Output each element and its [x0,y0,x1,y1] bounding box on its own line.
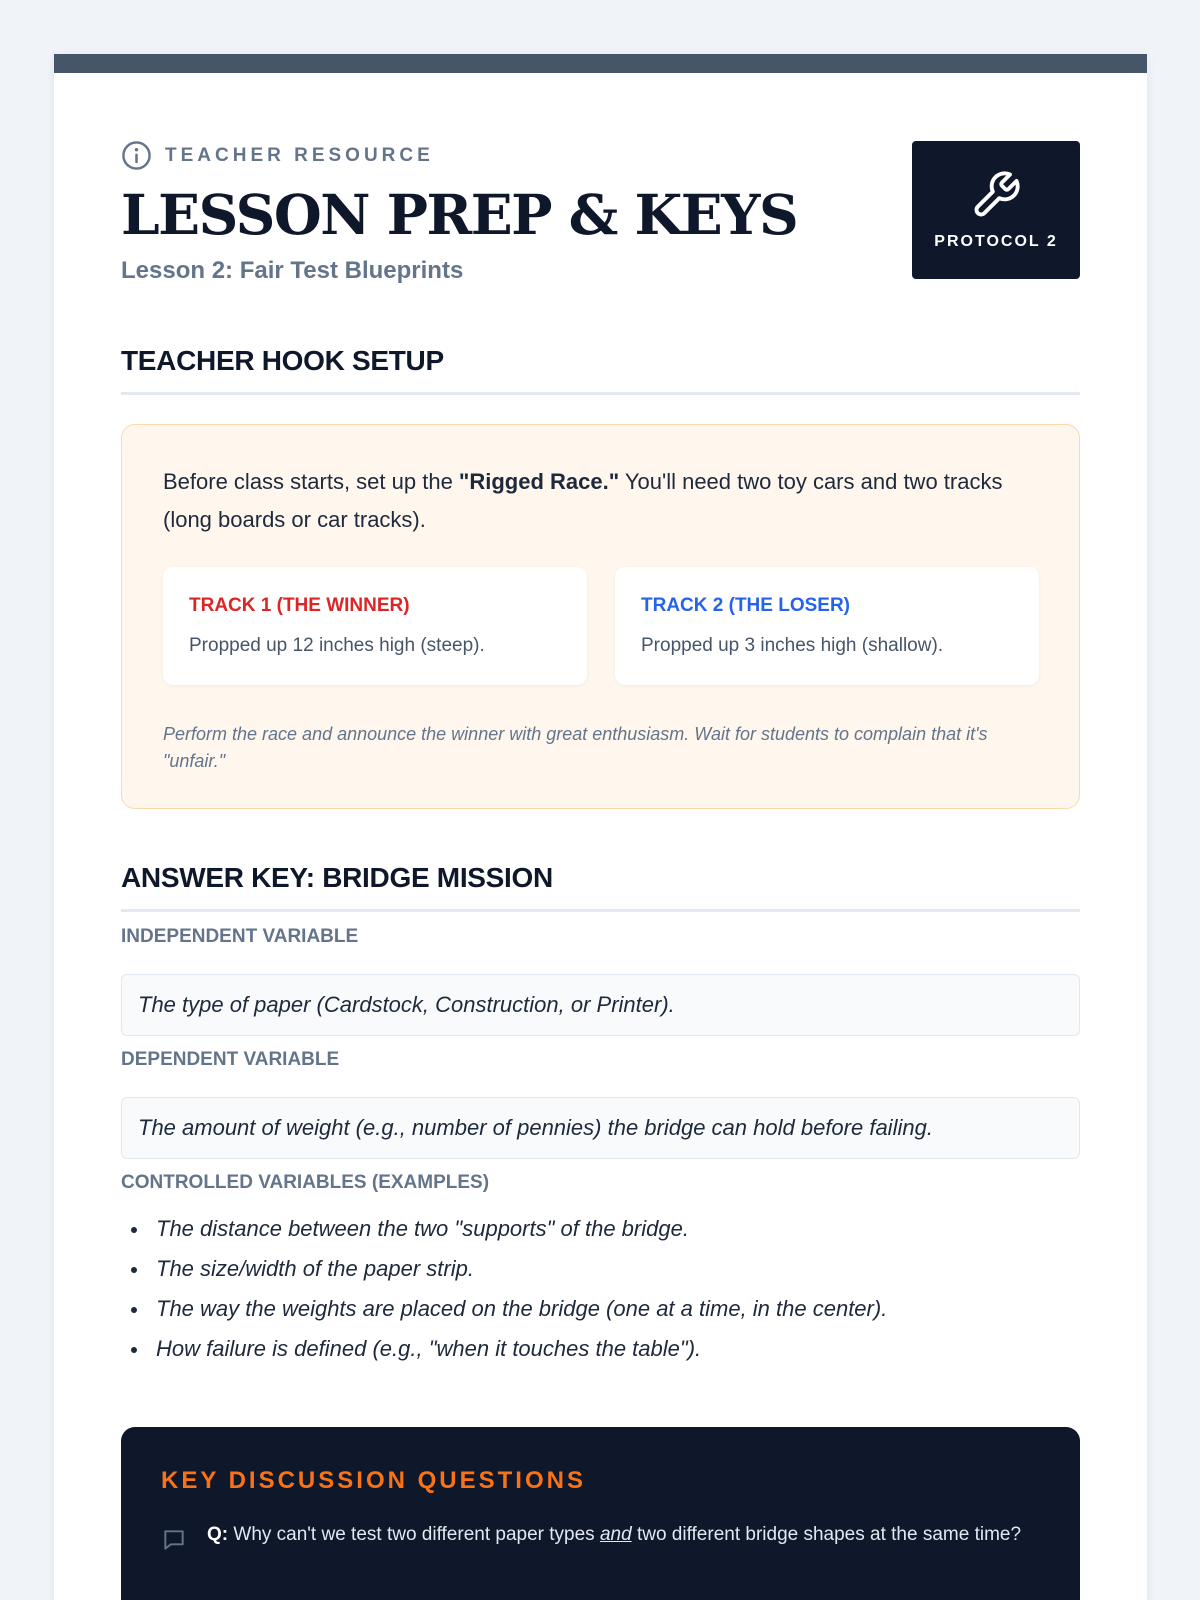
protocol-label: PROTOCOL 2 [934,233,1058,250]
discussion-title: KEY DISCUSSION QUESTIONS [161,1467,586,1494]
hook-note: Perform the race and announce the winner with great enthusiasm. Wait for students to complain that it's "unfair." [163,724,988,771]
list-item: The distance between the two "supports" of the bridge. [121,1209,887,1249]
question-prefix: Q: [207,1524,229,1545]
dependent-variable-label: DEPENDENT VARIABLE [121,1049,340,1070]
controlled-variables-list [121,1209,887,1369]
info-icon [121,140,152,171]
list-item: The size/width of the paper strip. [121,1249,887,1289]
answer-key-title: ANSWER KEY: BRIDGE MISSION [121,862,553,893]
dependent-variable-answer: The amount of weight (e.g., number of pennies) the bridge can hold before failing. [121,1097,1080,1159]
track-1-card [163,567,587,685]
independent-variable-answer: The type of paper (Cardstock, Construction, or Printer). [121,974,1080,1036]
track-1-title: TRACK 1 (THE WINNER) [189,595,410,616]
eyebrow [121,140,434,171]
track-2-title: TRACK 2 (THE LOSER) [641,595,850,616]
lesson-subtitle: Lesson 2: Fair Test Blueprints [121,257,464,284]
hook-intro-end: You'll need two toy cars and two tracks (long boards or car tracks). [163,469,1003,532]
question-emphasis: and [599,1524,632,1545]
hook-intro [163,463,1043,539]
question-end: two different bridge shapes at the same time? [631,1524,1022,1545]
wrench-icon [970,169,1022,221]
track-1-description: Propped up 12 inches high (steep). [189,635,485,656]
question-start: Why can't we test two different paper types [228,1524,600,1545]
independent-variable-label: INDEPENDENT VARIABLE [121,926,359,947]
speech-bubble-icon [161,1527,187,1553]
list-item: The way the weights are placed on the bridge (one at a time, in the center). [121,1289,887,1329]
hook-intro-start: Before class starts, set up the [163,469,459,494]
track-2-card [615,567,1039,685]
discussion-question [161,1519,1041,1553]
list-item: How failure is defined (e.g., "when it touches the table"). [121,1329,887,1369]
hook-callout [121,424,1080,809]
lesson-sheet [54,54,1147,1600]
controlled-variables-label: CONTROLLED VARIABLES (EXAMPLES) [121,1172,490,1193]
track-2-description: Propped up 3 inches high (shallow). [641,635,944,656]
protocol-badge [912,141,1080,279]
eyebrow-label: TEACHER RESOURCE [165,144,434,166]
hook-intro-emphasis: "Rigged Race." [458,469,620,494]
question-text [207,1519,1021,1553]
section-divider [121,392,1080,395]
hook-section-title: TEACHER HOOK SETUP [121,345,444,376]
top-accent-bar [54,54,1147,73]
section-divider [121,909,1080,912]
page-title: LESSON PREP & KEYS [121,182,798,247]
discussion-panel [121,1427,1080,1600]
